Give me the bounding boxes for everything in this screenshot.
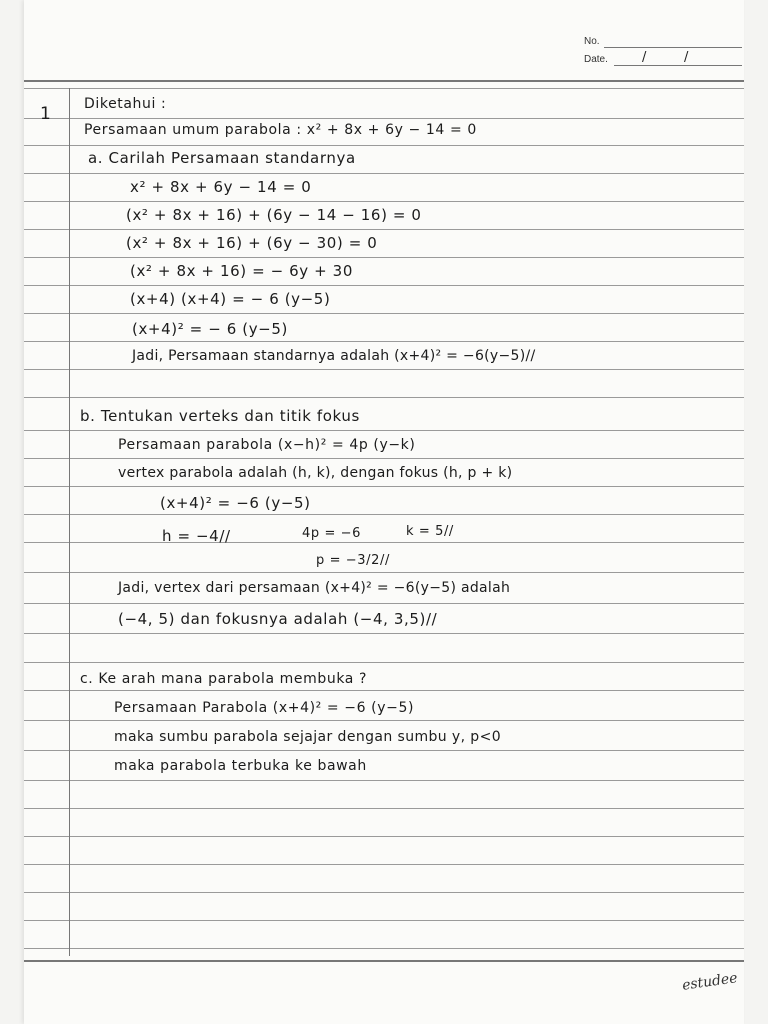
- ruled-line: [24, 662, 744, 663]
- p-value: p = −3/2//: [316, 553, 390, 568]
- ruled-line: [24, 690, 744, 691]
- step-line: vertex parabola adalah (h, k), dengan fokus (h, p + k): [118, 465, 513, 481]
- part-b-question: b. Tentukan verteks dan titik fokus: [80, 407, 360, 425]
- part-b-conclusion: (−4, 5) dan fokusnya adalah (−4, 3,5)//: [118, 610, 438, 628]
- part-a-conclusion: Jadi, Persamaan standarnya adalah (x+4)² = −6(y−5)//: [132, 348, 536, 364]
- ruled-line: [24, 80, 744, 82]
- ruled-line: [24, 369, 744, 370]
- ruled-line: [24, 257, 744, 258]
- ruled-line: [24, 542, 744, 543]
- margin-line: [69, 88, 70, 956]
- ruled-line: [24, 313, 744, 314]
- date-separator: /: [642, 50, 647, 65]
- h-value: h = −4//: [162, 527, 231, 545]
- ruled-line: [24, 145, 744, 146]
- step-line: maka sumbu parabola sejajar dengan sumbu y, p<0: [114, 729, 502, 745]
- date-separator: /: [684, 50, 689, 65]
- ruled-line: [24, 229, 744, 230]
- brand-logo: estudee: [681, 970, 739, 994]
- ruled-line: [24, 864, 744, 865]
- step-line: x² + 8x + 6y − 14 = 0: [130, 178, 312, 196]
- step-line: (x+4)² = −6 (y−5): [160, 494, 311, 512]
- ruled-line: [24, 458, 744, 459]
- ruled-line: [24, 960, 744, 962]
- ruled-line: [24, 430, 744, 431]
- ruled-line: [24, 486, 744, 487]
- step-line: (x+4)² = − 6 (y−5): [132, 320, 288, 338]
- step-line: (x² + 8x + 16) + (6y − 30) = 0: [126, 234, 378, 252]
- ruled-line: [24, 836, 744, 837]
- 4p-value: 4p = −6: [302, 526, 362, 541]
- ruled-line: [24, 920, 744, 921]
- date-label: Date.: [584, 54, 608, 65]
- ruled-line: [24, 514, 744, 515]
- part-c-conclusion: maka parabola terbuka ke bawah: [114, 758, 367, 774]
- ruled-line: [24, 780, 744, 781]
- part-a-question: a. Carilah Persamaan standarnya: [88, 149, 356, 167]
- step-line: (x² + 8x + 16) + (6y − 14 − 16) = 0: [126, 206, 422, 224]
- part-b-conclusion: Jadi, vertex dari persamaan (x+4)² = −6(y−5) adalah: [118, 580, 511, 596]
- ruled-line: [24, 201, 744, 202]
- general-equation: Persamaan umum parabola : x² + 8x + 6y − 14 = 0: [84, 122, 477, 138]
- problem-number: 1: [40, 104, 51, 124]
- ruled-line: [24, 341, 744, 342]
- ruled-line: [24, 88, 744, 89]
- step-line: Persamaan parabola (x−h)² = 4p (y−k): [118, 437, 416, 453]
- ruled-line: [24, 633, 744, 634]
- ruled-line: [24, 397, 744, 398]
- k-value: k = 5//: [406, 524, 454, 539]
- step-line: (x² + 8x + 16) = − 6y + 30: [130, 262, 353, 280]
- step-line: (x+4) (x+4) = − 6 (y−5): [130, 290, 331, 308]
- ruled-line: [24, 948, 744, 949]
- ruled-line: [24, 720, 744, 721]
- given-heading: Diketahui :: [84, 96, 167, 112]
- ruled-line: [24, 750, 744, 751]
- ruled-line: [24, 808, 744, 809]
- part-c-question: c. Ke arah mana parabola membuka ?: [80, 671, 368, 687]
- ruled-line: [24, 603, 744, 604]
- ruled-line: [24, 892, 744, 893]
- ruled-line: [24, 118, 744, 119]
- no-label: No.: [584, 36, 600, 47]
- ruled-line: [24, 572, 744, 573]
- ruled-line: [24, 285, 744, 286]
- date-line: [614, 65, 742, 66]
- step-line: Persamaan Parabola (x+4)² = −6 (y−5): [114, 700, 415, 716]
- ruled-line: [24, 173, 744, 174]
- no-line: [604, 47, 742, 48]
